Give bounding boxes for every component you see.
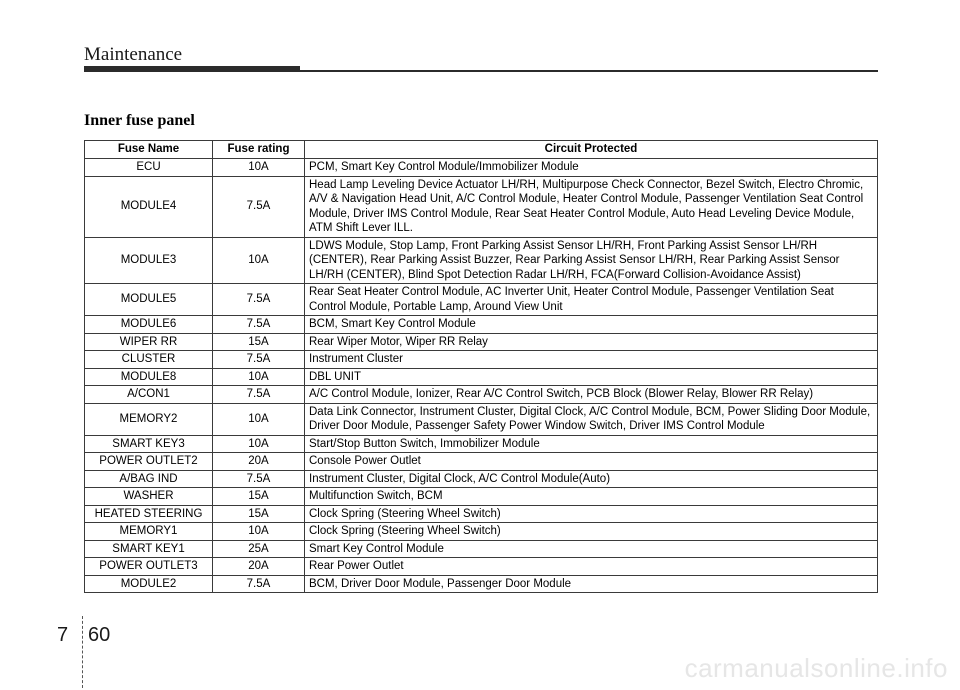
fuse-rating-cell: 15A bbox=[213, 333, 305, 351]
fuse-name-cell: ECU bbox=[85, 159, 213, 177]
circuit-protected-cell: Smart Key Control Module bbox=[305, 540, 878, 558]
page-number: 60 bbox=[88, 624, 111, 646]
table-row bbox=[85, 540, 878, 558]
table-row bbox=[85, 316, 878, 334]
table-row bbox=[85, 575, 878, 593]
fuse-rating-cell: 7.5A bbox=[213, 470, 305, 488]
fuse-name-cell: MODULE5 bbox=[85, 284, 213, 316]
fuse-rating-cell: 7.5A bbox=[213, 386, 305, 404]
table-row bbox=[85, 386, 878, 404]
fuse-rating-cell: 7.5A bbox=[213, 284, 305, 316]
fuse-name-cell: CLUSTER bbox=[85, 351, 213, 369]
section-number: 7 bbox=[57, 624, 69, 646]
table-row bbox=[85, 284, 878, 316]
fuse-rating-cell: 10A bbox=[213, 159, 305, 177]
table-row bbox=[85, 159, 878, 177]
fuse-rating-cell: 10A bbox=[213, 237, 305, 284]
circuit-protected-cell: Rear Wiper Motor, Wiper RR Relay bbox=[305, 333, 878, 351]
fuse-name-cell: A/BAG IND bbox=[85, 470, 213, 488]
fuse-name-cell: WIPER RR bbox=[85, 333, 213, 351]
watermark: carmanualsonline.info bbox=[684, 653, 948, 683]
table-header-row bbox=[85, 141, 878, 159]
table-row bbox=[85, 351, 878, 369]
circuit-protected-cell: Console Power Outlet bbox=[305, 453, 878, 471]
fuse-name-cell: HEATED STEERING bbox=[85, 505, 213, 523]
fuse-rating-cell: 7.5A bbox=[213, 316, 305, 334]
circuit-protected-cell: Instrument Cluster, Digital Clock, A/C Control Module(Auto) bbox=[305, 470, 878, 488]
circuit-protected-cell: Head Lamp Leveling Device Actuator LH/RH, Multipurpose Check Connector, Bezel Switch, Electro Chromic, A/V & Navigation Head Unit, A/C Control Module, Heater Control Module, Passenger Ventilation Seat Control Module, Driver IMS Control Module, Rear Seat Heater Control Module, Auto Head Leveling Device Module, ATM Shift Lever ILL. bbox=[305, 176, 878, 237]
header-bar bbox=[84, 66, 300, 72]
table-row bbox=[85, 435, 878, 453]
fuse-table-body bbox=[85, 159, 878, 593]
fuse-name-cell: MEMORY2 bbox=[85, 403, 213, 435]
fuse-rating-cell: 7.5A bbox=[213, 351, 305, 369]
page-header-title: Maintenance bbox=[84, 44, 183, 65]
page-divider bbox=[82, 616, 83, 688]
table-row bbox=[85, 470, 878, 488]
circuit-protected-cell: Clock Spring (Steering Wheel Switch) bbox=[305, 523, 878, 541]
fuse-rating-cell: 7.5A bbox=[213, 176, 305, 237]
fuse-rating-cell: 20A bbox=[213, 558, 305, 576]
circuit-protected-cell: BCM, Smart Key Control Module bbox=[305, 316, 878, 334]
fuse-name-cell: SMART KEY3 bbox=[85, 435, 213, 453]
circuit-protected-cell: Clock Spring (Steering Wheel Switch) bbox=[305, 505, 878, 523]
fuse-rating-cell: 20A bbox=[213, 453, 305, 471]
table-row bbox=[85, 523, 878, 541]
fuse-rating-cell: 25A bbox=[213, 540, 305, 558]
column-header-fuse-rating: Fuse rating bbox=[213, 141, 305, 159]
fuse-rating-cell: 10A bbox=[213, 435, 305, 453]
table-row bbox=[85, 368, 878, 386]
table-row bbox=[85, 176, 878, 237]
fuse-table bbox=[84, 140, 878, 593]
table-row bbox=[85, 237, 878, 284]
circuit-protected-cell: LDWS Module, Stop Lamp, Front Parking Assist Sensor LH/RH, Front Parking Assist Sensor LH/RH (CENTER), Rear Parking Assist Buzzer, Rear Parking Assist Sensor LH/RH, Rear Parking Assist Sensor LH/RH (CENTER), Blind Spot Detection Radar LH/RH, FCA(Forward Collision-Avoidance Assist) bbox=[305, 237, 878, 284]
table-row bbox=[85, 488, 878, 506]
column-header-fuse-name: Fuse Name bbox=[85, 141, 213, 159]
circuit-protected-cell: Multifunction Switch, BCM bbox=[305, 488, 878, 506]
column-header-circuit-protected: Circuit Protected bbox=[305, 141, 878, 159]
circuit-protected-cell: BCM, Driver Door Module, Passenger Door Module bbox=[305, 575, 878, 593]
fuse-name-cell: POWER OUTLET3 bbox=[85, 558, 213, 576]
table-row bbox=[85, 453, 878, 471]
fuse-name-cell: POWER OUTLET2 bbox=[85, 453, 213, 471]
fuse-rating-cell: 15A bbox=[213, 505, 305, 523]
fuse-name-cell: MODULE3 bbox=[85, 237, 213, 284]
fuse-name-cell: MODULE4 bbox=[85, 176, 213, 237]
fuse-rating-cell: 10A bbox=[213, 368, 305, 386]
circuit-protected-cell: Data Link Connector, Instrument Cluster, Digital Clock, A/C Control Module, BCM, Power Sliding Door Module, Driver Door Module, Passenger Safety Power Window Switch, Driver IMS Control Module bbox=[305, 403, 878, 435]
circuit-protected-cell: PCM, Smart Key Control Module/Immobilizer Module bbox=[305, 159, 878, 177]
fuse-name-cell: MODULE6 bbox=[85, 316, 213, 334]
fuse-name-cell: MEMORY1 bbox=[85, 523, 213, 541]
table-row bbox=[85, 505, 878, 523]
table-row bbox=[85, 558, 878, 576]
fuse-rating-cell: 10A bbox=[213, 523, 305, 541]
fuse-name-cell: MODULE2 bbox=[85, 575, 213, 593]
fuse-rating-cell: 10A bbox=[213, 403, 305, 435]
table-row bbox=[85, 403, 878, 435]
header-rule bbox=[300, 70, 878, 72]
circuit-protected-cell: A/C Control Module, Ionizer, Rear A/C Control Switch, PCB Block (Blower Relay, Blower RR Relay) bbox=[305, 386, 878, 404]
fuse-rating-cell: 7.5A bbox=[213, 575, 305, 593]
circuit-protected-cell: Rear Power Outlet bbox=[305, 558, 878, 576]
fuse-rating-cell: 15A bbox=[213, 488, 305, 506]
circuit-protected-cell: Rear Seat Heater Control Module, AC Inverter Unit, Heater Control Module, Passenger Ventilation Seat Control Module, Portable Lamp, Around View Unit bbox=[305, 284, 878, 316]
table-row bbox=[85, 333, 878, 351]
circuit-protected-cell: DBL UNIT bbox=[305, 368, 878, 386]
fuse-name-cell: WASHER bbox=[85, 488, 213, 506]
fuse-name-cell: MODULE8 bbox=[85, 368, 213, 386]
circuit-protected-cell: Instrument Cluster bbox=[305, 351, 878, 369]
section-title: Inner fuse panel bbox=[84, 112, 195, 129]
fuse-name-cell: SMART KEY1 bbox=[85, 540, 213, 558]
fuse-name-cell: A/CON1 bbox=[85, 386, 213, 404]
circuit-protected-cell: Start/Stop Button Switch, Immobilizer Module bbox=[305, 435, 878, 453]
